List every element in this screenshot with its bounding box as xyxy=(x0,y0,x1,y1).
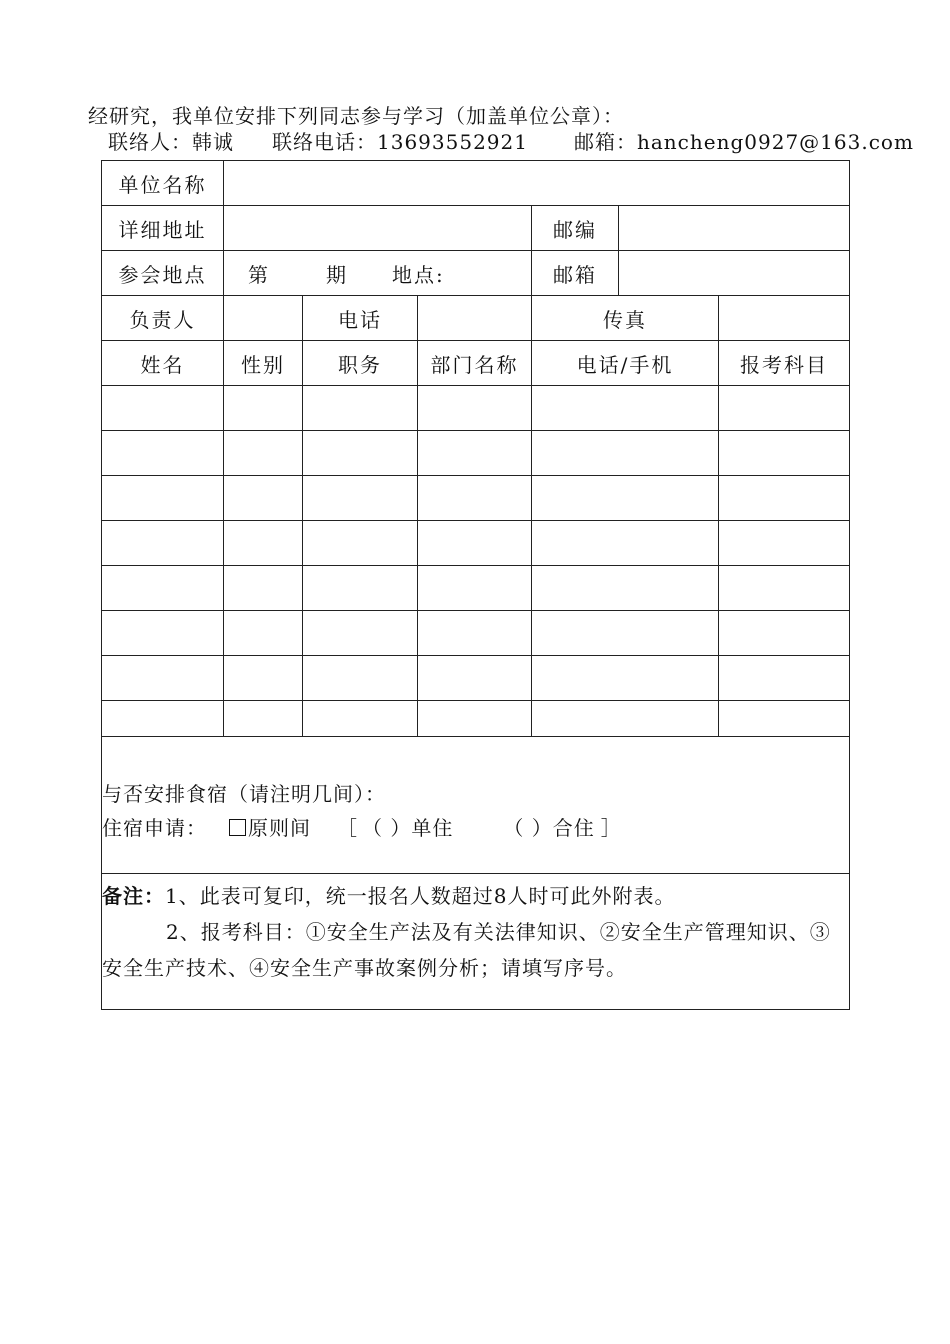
email-label: 邮箱 xyxy=(532,251,619,296)
cell[interactable] xyxy=(102,386,224,431)
cell[interactable] xyxy=(418,386,532,431)
column-header: 姓名 xyxy=(102,341,224,386)
contact-phone-label: 联络电话： xyxy=(272,130,377,154)
cell[interactable] xyxy=(418,431,532,476)
address-label: 详细地址 xyxy=(102,206,224,251)
email-field[interactable] xyxy=(619,251,850,296)
postcode-label: 邮编 xyxy=(532,206,619,251)
cell[interactable] xyxy=(102,656,224,701)
cell[interactable] xyxy=(532,521,719,566)
contact-email-label: 邮箱： xyxy=(573,130,637,154)
session-location: 地点: xyxy=(392,262,445,287)
cell[interactable] xyxy=(224,476,303,521)
cell[interactable] xyxy=(532,701,719,737)
phone-field[interactable] xyxy=(418,296,532,341)
cell[interactable] xyxy=(418,521,532,566)
cell[interactable] xyxy=(532,431,719,476)
cell[interactable] xyxy=(224,701,303,737)
session-number: 第 xyxy=(248,262,270,287)
table-row xyxy=(102,611,850,656)
lodging-principle: 原则间 xyxy=(248,816,311,840)
bracket-open: ［ xyxy=(337,816,358,840)
lodging-section xyxy=(102,737,850,874)
venue-label: 参会地点 xyxy=(102,251,224,296)
lodging-shared[interactable]: （ ）合住 xyxy=(503,816,595,840)
note-1-line xyxy=(102,878,849,914)
cell[interactable] xyxy=(719,611,850,656)
registration-form xyxy=(101,160,850,1010)
cell[interactable] xyxy=(418,476,532,521)
cell[interactable] xyxy=(719,386,850,431)
cell[interactable] xyxy=(719,656,850,701)
cell[interactable] xyxy=(532,386,719,431)
table-row xyxy=(102,476,850,521)
cell[interactable] xyxy=(418,656,532,701)
contact-email: hancheng0927@163.com xyxy=(636,130,914,154)
table-row xyxy=(102,701,850,737)
cell[interactable] xyxy=(303,656,418,701)
contact-person-label: 联络人： xyxy=(108,130,192,154)
cell[interactable] xyxy=(719,521,850,566)
unit-name-label: 单位名称 xyxy=(102,161,224,206)
table-row xyxy=(102,656,850,701)
column-header: 报考科目 xyxy=(719,341,850,386)
cell[interactable] xyxy=(418,611,532,656)
fax-label: 传真 xyxy=(532,296,719,341)
lodging-single[interactable]: （ ）单住 xyxy=(362,816,454,840)
responsible-field[interactable] xyxy=(224,296,303,341)
cell[interactable] xyxy=(224,656,303,701)
column-header: 部门名称 xyxy=(418,341,532,386)
cell[interactable] xyxy=(102,476,224,521)
column-header: 职务 xyxy=(303,341,418,386)
checkbox-icon[interactable] xyxy=(229,819,246,836)
cell[interactable] xyxy=(303,386,418,431)
contact-phone: 13693552921 xyxy=(377,130,528,154)
lodging-apply-line xyxy=(102,811,849,845)
cell[interactable] xyxy=(303,701,418,737)
table-row xyxy=(102,521,850,566)
phone-label: 电话 xyxy=(303,296,418,341)
cell[interactable] xyxy=(418,701,532,737)
cell[interactable] xyxy=(224,611,303,656)
cell[interactable] xyxy=(719,476,850,521)
cell[interactable] xyxy=(102,611,224,656)
cell[interactable] xyxy=(719,431,850,476)
note-2: 2、报考科目：①安全生产法及有关法律知识、②安全生产管理知识、③安全生产技术、④安全生产事故案例分析；请填写序号。 xyxy=(102,920,831,980)
lodging-question: 与否安排食宿（请注明几间）： xyxy=(102,782,386,806)
table-row xyxy=(102,431,850,476)
cell[interactable] xyxy=(224,386,303,431)
address-field[interactable] xyxy=(224,206,532,251)
cell[interactable] xyxy=(224,521,303,566)
postcode-field[interactable] xyxy=(619,206,850,251)
contact-line xyxy=(108,126,914,155)
fax-field[interactable] xyxy=(719,296,850,341)
cell[interactable] xyxy=(719,701,850,737)
cell[interactable] xyxy=(224,566,303,611)
table-row xyxy=(102,566,850,611)
cell[interactable] xyxy=(224,431,303,476)
cell[interactable] xyxy=(532,476,719,521)
session-period: 期 xyxy=(326,262,348,287)
column-header: 电话/手机 xyxy=(532,341,719,386)
cell[interactable] xyxy=(719,566,850,611)
lodging-apply-label: 住宿申请： xyxy=(102,816,207,840)
contact-person: 韩诚 xyxy=(192,130,234,154)
bracket-close: ］ xyxy=(600,816,622,840)
cell[interactable] xyxy=(532,656,719,701)
cell[interactable] xyxy=(303,566,418,611)
cell[interactable] xyxy=(102,431,224,476)
cell[interactable] xyxy=(102,566,224,611)
cell[interactable] xyxy=(102,521,224,566)
cell[interactable] xyxy=(303,521,418,566)
cell[interactable] xyxy=(303,476,418,521)
notes-section xyxy=(102,874,850,1010)
cell[interactable] xyxy=(418,566,532,611)
cell[interactable] xyxy=(303,611,418,656)
venue-field[interactable] xyxy=(224,251,532,296)
cell[interactable] xyxy=(532,566,719,611)
table-row xyxy=(102,386,850,431)
unit-name-field[interactable] xyxy=(224,161,850,206)
intro-text: 经研究，我单位安排下列同志参与学习（加盖单位公章）： xyxy=(88,104,624,128)
cell[interactable] xyxy=(303,431,418,476)
note-1: 1、此表可复印，统一报名人数超过8人时可此外附表。 xyxy=(165,884,676,908)
column-header: 性别 xyxy=(224,341,303,386)
cell[interactable] xyxy=(102,701,224,737)
responsible-label: 负责人 xyxy=(102,296,224,341)
notes-label: 备注： xyxy=(102,884,165,908)
cell[interactable] xyxy=(532,611,719,656)
